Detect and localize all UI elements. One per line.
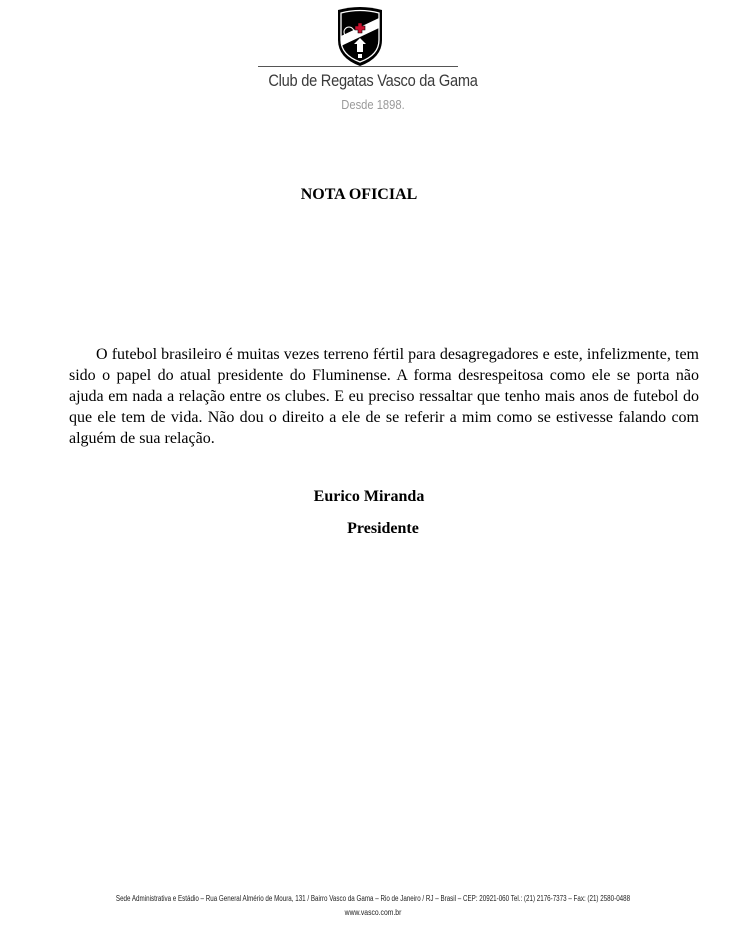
signature-name: Eurico Miranda xyxy=(313,488,425,505)
vasco-crest-icon xyxy=(334,6,386,68)
club-name: Club de Regatas Vasco da Gama xyxy=(268,71,478,90)
document-body: O futebol brasileiro é muitas vezes terreno fértil para desagregadores e este, infelizmente, tem sido o papel do atual presidente do Fluminense. A forma desrespeitosa como ele se porta não ajuda em nada a relação entre os clubes. E eu preciso ressaltar que tenho mais anos de futebol do que ele tem de vida. Não dou o direito a ele de se referir a mim como se estivesse falando com alguém de sua relação. xyxy=(69,346,699,447)
footer-address: Sede Administrativa e Estádio – Rua General Almério de Moura, 131 / Bairro Vasco da Gama – Rio de Janeiro / RJ – Brasil – CEP: 20921-060 Tel.: (21) 2176-7373 – Fax: (21) 2580-0488 xyxy=(115,894,631,903)
document-title: NOTA OFICIAL xyxy=(300,186,418,203)
signature-role: Presidente xyxy=(347,520,419,537)
header-divider xyxy=(258,66,458,67)
club-founded: Desde 1898. xyxy=(341,97,405,112)
footer-website: www.vasco.com.br xyxy=(344,908,402,917)
